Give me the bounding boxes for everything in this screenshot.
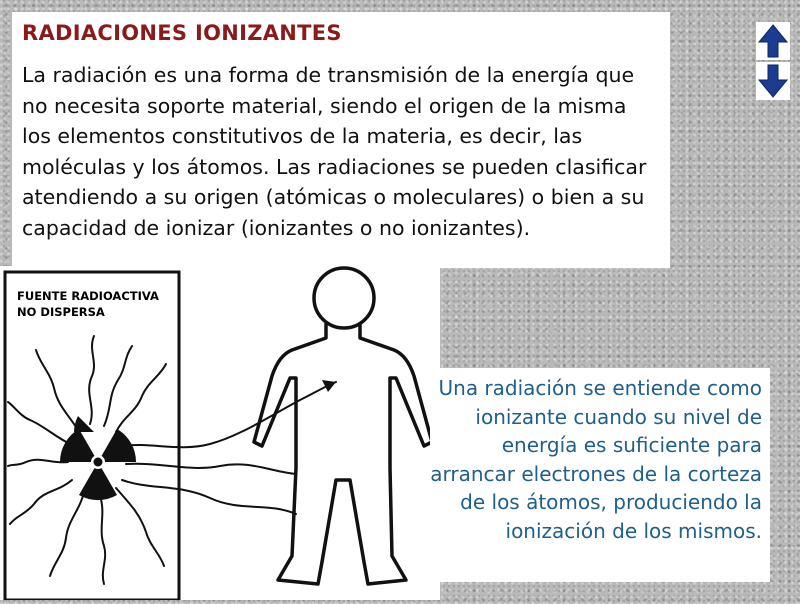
definition-panel <box>430 368 770 582</box>
human-figure <box>254 268 432 584</box>
radiation-illustration <box>0 266 440 600</box>
source-box <box>5 272 179 600</box>
nav-arrows <box>756 22 790 100</box>
definition-text: Una radiación se entiende como ionizante cuando su nivel de energía es suficiente para arrancar electrones de la corteza de los átomos, produciendo la ionización de los mismos. <box>430 376 762 543</box>
radiation-rays <box>8 336 336 584</box>
intro-panel <box>12 12 670 268</box>
source-label-line1: FUENTE RADIOACTIVA <box>17 289 159 303</box>
intro-paragraph: La radiación es una forma de transmisión de la energía que no necesita soporte material, siendo el origen de la misma los elementos constitutivos de la materia, es decir, las moléculas y los átomos. Las radiaciones se pueden clasificar atendiendo a su origen (atómicas o moleculares) o bien a su capacidad de ionizar (ionizantes o no ionizantes). <box>22 63 647 240</box>
arrow-down-icon[interactable] <box>756 62 790 100</box>
arrow-up-icon[interactable] <box>756 22 790 60</box>
source-label-line2: NO DISPERSA <box>17 305 105 319</box>
page-title: RADIACIONES IONIZANTES <box>22 21 342 45</box>
radiation-trefoil-icon <box>60 416 136 500</box>
